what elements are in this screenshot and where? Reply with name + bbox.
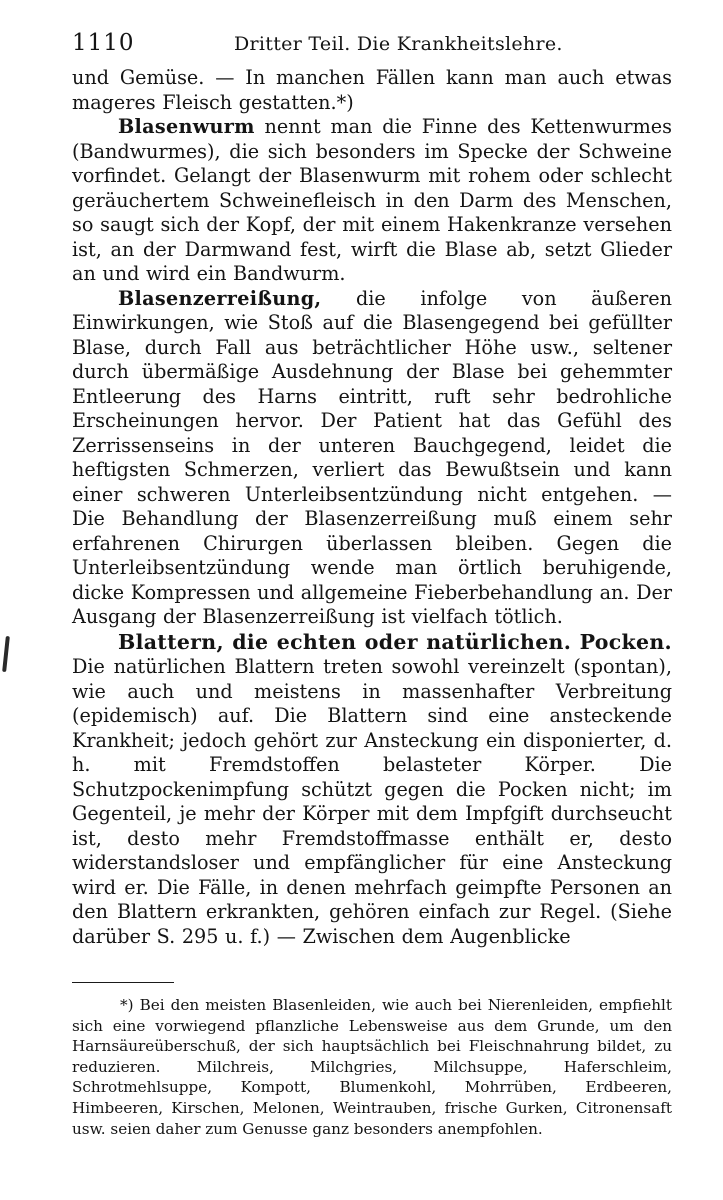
entry-blasenwurm: [72, 115, 672, 287]
page-header: [72, 30, 672, 66]
footnote: *) Bei den meisten Blasenleiden, wie auch bei Nierenleiden, empfiehlt sich eine vorwiegend pflanzliche Lebensweise aus dem Grunde, um den Harnsäureüberschuß, der sich hauptsächlich bei Fleischnahrung bildet, zu reduzieren. Milchreis, Milchgries, Milchsuppe, Haferschleim, Schrotmehlsuppe, Kompott, Blumenkohl, Mohrrüben, Erdbeeren, Himbeeren, Kirschen, Melonen, Weintrauben, frische Gurken, Citronensaft usw. seien daher zum Genusse ganz besonders anempfohlen.: [72, 996, 672, 1138]
margin-mark: [2, 636, 10, 672]
entry-term: Blasenzerreißung,: [118, 286, 322, 310]
entry-text: Die natürlichen Blattern treten sowohl vereinzelt (spontan), wie auch und meistens in massenhafter Verbreitung (epidemisch) auf. Die Blattern sind eine ansteckende Krankheit; jedoch gehört zur Ansteckung ein disponierter, d. h. mit Fremdstoffen belasteter Körper. Die Schutzpockenimpfung schützt gegen die Pocken nicht; im Gegenteil, je mehr der Körper mit dem Impfgift durchseucht ist, desto mehr Fremdstoffmasse enthält er, desto widerstandsloser und empfänglicher für eine Ansteckung wird er. Die Fälle, in denen mehrfach geimpfte Personen an den Blattern erkrankten, gehören einfach zur Regel. (Siehe darüber S. 295 u. f.) — Zwischen dem Augenblicke: [72, 655, 672, 948]
entry-blattern: [72, 630, 672, 950]
running-head: Dritter Teil. Die Krankheitslehre.: [234, 33, 563, 55]
entry-term: Blasenwurm: [118, 115, 255, 138]
paragraph-continuation: und Gemüse. — In manchen Fällen kann man auch etwas mageres Fleisch gestatten.*): [72, 66, 672, 114]
body-text: [72, 66, 672, 949]
entry-text: nennt man die Finne des Kettenwurmes (Bandwurmes), die sich besonders im Specke der Schweine vorfindet. Gelangt der Blasenwurm mit rohem oder schlecht geräuchertem Schweinefleisch in den Darm des Menschen, so saugt sich der Kopf, der mit einem Hakenkranze versehen ist, an der Darmwand fest, wirft die Blase ab, setzt Glieder an und wird ein Bandwurm.: [72, 115, 672, 285]
page-number: 1110: [72, 30, 135, 56]
entry-term: Blattern, die echten oder natürlichen. Pocken.: [118, 629, 672, 654]
book-page: [72, 30, 672, 1180]
footnote-divider: [72, 982, 174, 983]
entry-text: die infolge von äußeren Einwirkungen, wie Stoß auf die Blasengegend bei gefüllter Blase, durch Fall aus beträchtlicher Höhe usw., seltener durch übermäßige Ausdehnung der Blase bei gehemmter Entleerung des Harns eintritt, ruft sehr bedrohliche Erscheinungen hervor. Der Patient hat das Gefühl des Zerrissenseins in der unteren Bauchgegend, leidet die heftigsten Schmerzen, verliert das Bewußtsein und kann einer schweren Unterleibsentzündung nicht entgehen. — Die Behandlung der Blasenzerreißung muß einem sehr erfahrenen Chirurgen überlassen bleiben. Gegen die Unterleibsentzündung wende man örtlich beruhigende, dicke Kompressen und allgemeine Fieberbehandlung an. Der Ausgang der Blasenzerreißung ist vielfach tötlich.: [72, 286, 672, 628]
entry-blasenzerreissung: [72, 287, 672, 630]
